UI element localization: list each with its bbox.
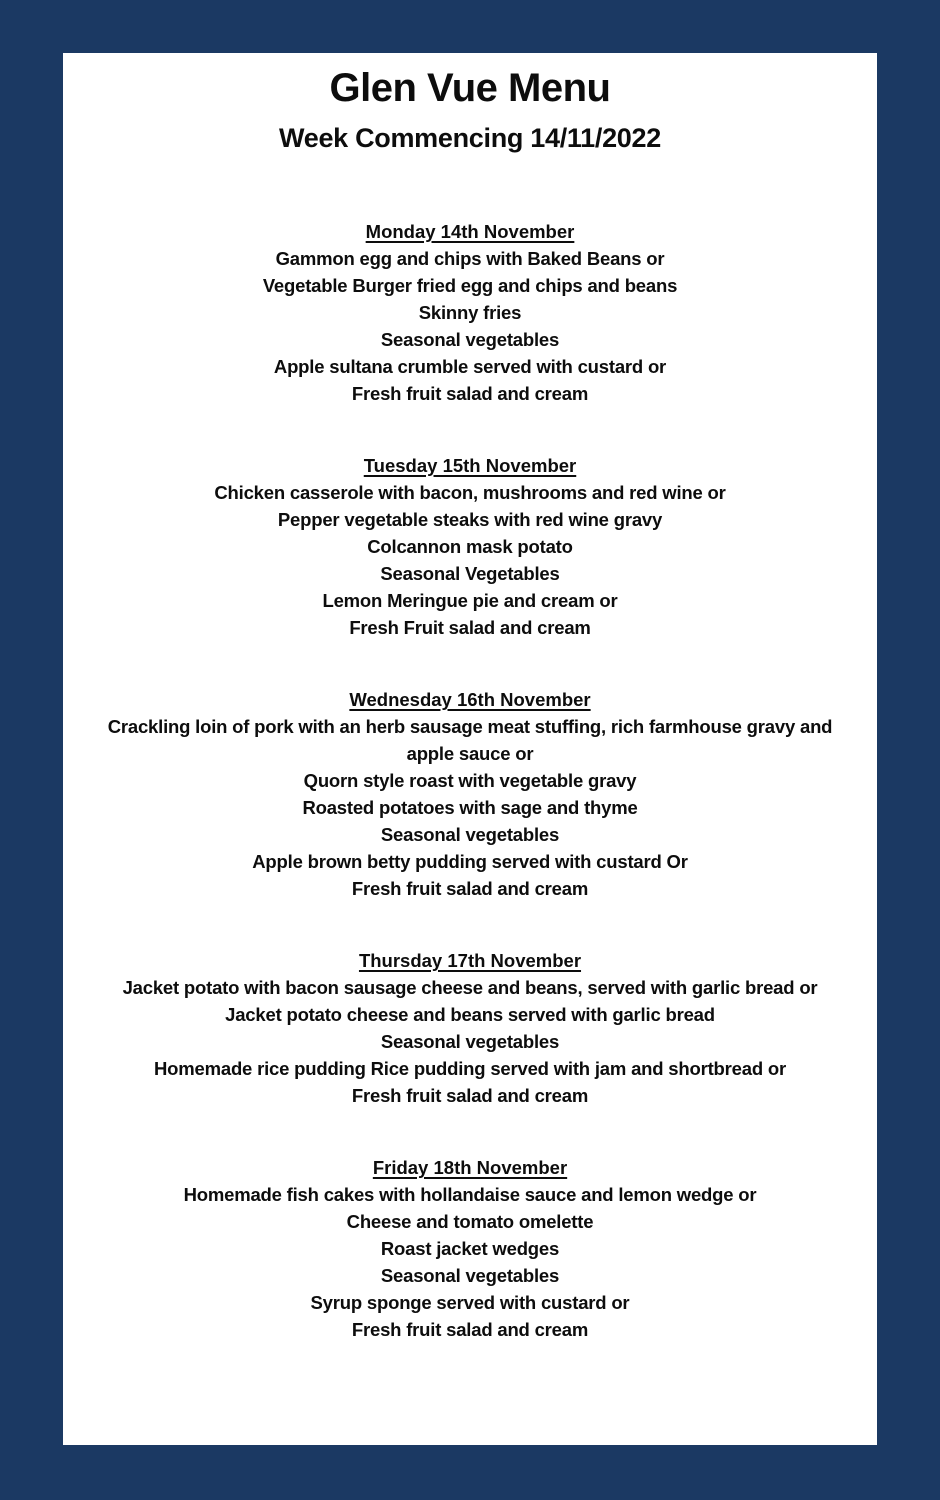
menu-item: Homemade rice pudding Rice pudding served with jam and shortbread or — [154, 1058, 786, 1079]
menu-item: Fresh Fruit salad and cream — [349, 617, 591, 638]
menu-item: Pepper vegetable steaks with red wine gravy — [277, 509, 663, 530]
menu-item: Homemade fish cakes with hollandaise sauce and lemon wedge or — [183, 1184, 757, 1205]
menu-item: Apple sultana crumble served with custard or — [273, 356, 667, 377]
day-heading: Monday 14th November — [365, 221, 575, 242]
menu-item: Roast jacket wedges — [380, 1238, 560, 1259]
day-section-monday — [83, 218, 857, 407]
menu-item: Jacket potato cheese and beans served with garlic bread — [225, 1004, 715, 1025]
menu-item: Colcannon mask potato — [367, 536, 573, 557]
day-section-friday — [83, 1154, 857, 1343]
menu-item: Seasonal vegetables — [380, 1265, 560, 1286]
menu-item: Seasonal vegetables — [380, 824, 560, 845]
day-heading: Friday 18th November — [372, 1157, 568, 1178]
menu-item: Chicken casserole with bacon, mushrooms and red wine or — [214, 482, 726, 503]
menu-page — [63, 53, 877, 1445]
menu-item: Gammon egg and chips with Baked Beans or — [275, 248, 665, 269]
menu-item: Quorn style roast with vegetable gravy — [303, 770, 637, 791]
menu-item: Seasonal vegetables — [380, 1031, 560, 1052]
day-section-tuesday — [83, 452, 857, 641]
menu-item: Fresh fruit salad and cream — [351, 1319, 589, 1340]
menu-item: Fresh fruit salad and cream — [351, 383, 589, 404]
day-heading: Tuesday 15th November — [363, 455, 577, 476]
menu-item: Vegetable Burger fried egg and chips and beans — [262, 275, 678, 296]
menu-item: Fresh fruit salad and cream — [351, 878, 589, 899]
page-title: Glen Vue Menu — [329, 66, 611, 110]
day-section-wednesday — [83, 686, 857, 902]
menu-item: Skinny fries — [418, 302, 522, 323]
menu-item: Jacket potato with bacon sausage cheese and beans, served with garlic bread or — [122, 977, 818, 998]
menu-item: Apple brown betty pudding served with custard Or — [252, 851, 688, 872]
menu-item: Seasonal vegetables — [380, 329, 560, 350]
menu-item: Seasonal Vegetables — [380, 563, 560, 584]
day-section-thursday — [83, 947, 857, 1109]
week-commencing-subtitle: Week Commencing 14/11/2022 — [279, 123, 661, 153]
menu-item: Cheese and tomato omelette — [346, 1211, 594, 1232]
menu-item: Lemon Meringue pie and cream or — [322, 590, 618, 611]
menu-item: Syrup sponge served with custard or — [310, 1292, 630, 1313]
menu-item: Fresh fruit salad and cream — [351, 1085, 589, 1106]
menu-item: Roasted potatoes with sage and thyme — [302, 797, 638, 818]
day-heading: Thursday 17th November — [358, 950, 582, 971]
day-heading: Wednesday 16th November — [349, 689, 591, 710]
menu-item: Crackling loin of pork with an herb sausage meat stuffing, rich farmhouse gravy and apple sauce or — [107, 716, 833, 764]
